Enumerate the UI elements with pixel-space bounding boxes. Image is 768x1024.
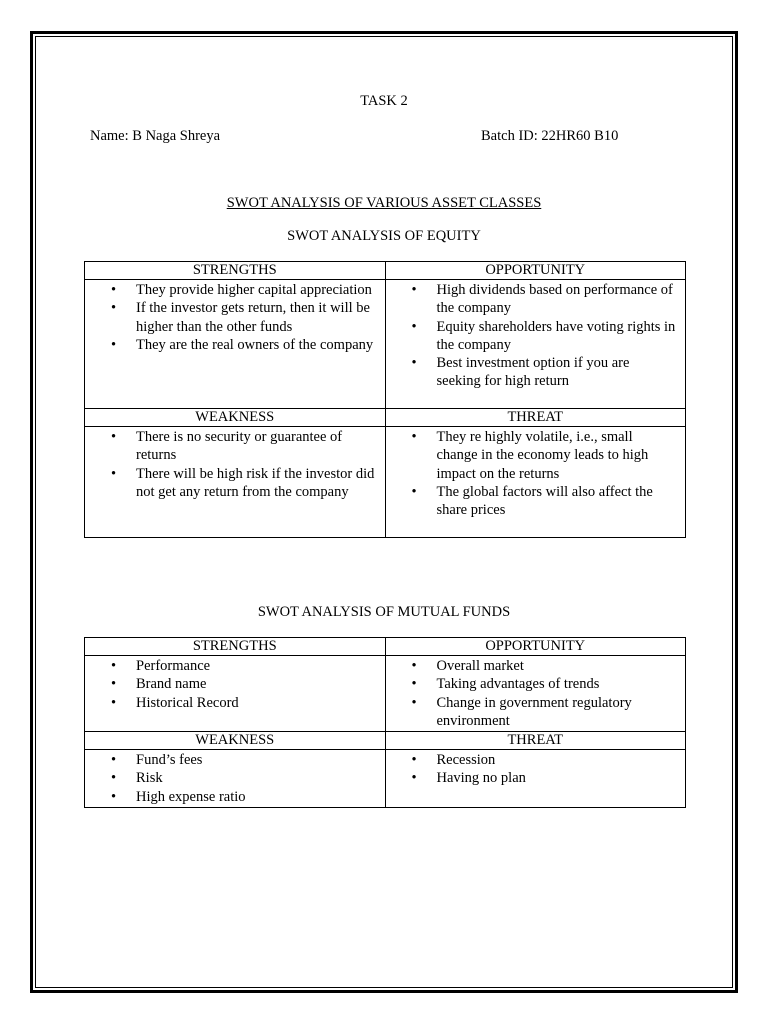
- equity-opportunity-list: [386, 280, 686, 391]
- equity-threat-list: [386, 427, 686, 519]
- equity-strengths-list: [85, 280, 385, 354]
- list-item: • If the investor gets return, then it will be higher than the other funds: [85, 299, 385, 336]
- list-item: • There is no security or guarantee of returns: [85, 428, 385, 465]
- list-item: • Brand name: [85, 675, 385, 693]
- list-item: • High dividends based on performance of the company: [386, 281, 686, 318]
- mf-weakness-list: [85, 750, 385, 806]
- task-heading: TASK 2: [360, 93, 408, 109]
- equity-weakness-header: WEAKNESS: [85, 409, 386, 427]
- equity-title: SWOT ANALYSIS OF EQUITY: [287, 228, 481, 244]
- list-item: • Historical Record: [85, 694, 385, 712]
- list-item: • They re highly volatile, i.e., small change in the economy leads to high impact on the returns: [386, 428, 686, 483]
- equity-strengths-cell: [85, 280, 386, 409]
- list-item: • Recession: [386, 751, 686, 769]
- list-item: • They provide higher capital appreciation: [85, 281, 385, 299]
- mf-strengths-header: STRENGTHS: [85, 638, 386, 656]
- list-item: • They are the real owners of the company: [85, 336, 385, 354]
- list-item: • Performance: [85, 657, 385, 675]
- list-item: • Best investment option if you are seeking for high return: [386, 354, 686, 391]
- equity-strengths-header: STRENGTHS: [85, 262, 386, 280]
- mutual-funds-swot-table: [84, 637, 686, 808]
- list-item: • Risk: [85, 769, 385, 787]
- mf-strengths-cell: [85, 656, 386, 732]
- equity-opportunity-header: OPPORTUNITY: [385, 262, 686, 280]
- mutual-funds-title: SWOT ANALYSIS OF MUTUAL FUNDS: [257, 604, 511, 620]
- list-item: • Equity shareholders have voting rights in the company: [386, 318, 686, 355]
- list-item: • Change in government regulatory environment: [386, 694, 686, 731]
- mf-weakness-cell: [85, 750, 386, 808]
- equity-swot-table: [84, 261, 686, 538]
- mf-threat-list: [386, 750, 686, 788]
- equity-threat-cell: [385, 427, 686, 538]
- equity-weakness-cell: [85, 427, 386, 538]
- list-item: • Taking advantages of trends: [386, 675, 686, 693]
- batch-id: Batch ID: 22HR60 B10: [481, 128, 619, 144]
- list-item: • There will be high risk if the investor did not get any return from the company: [85, 465, 385, 502]
- mf-threat-cell: [385, 750, 686, 808]
- main-title: [0, 195, 768, 212]
- list-item: • The global factors will also affect the share prices: [386, 483, 686, 520]
- main-title-text: SWOT ANALYSIS OF VARIOUS ASSET CLASSES: [226, 195, 542, 211]
- list-item: • Fund’s fees: [85, 751, 385, 769]
- equity-threat-header: THREAT: [385, 409, 686, 427]
- list-item: • High expense ratio: [85, 788, 385, 806]
- mf-opportunity-header: OPPORTUNITY: [385, 638, 686, 656]
- list-item: • Having no plan: [386, 769, 686, 787]
- student-name: Name: B Naga Shreya: [90, 128, 221, 144]
- mf-threat-header: THREAT: [385, 732, 686, 750]
- mf-opportunity-list: [386, 656, 686, 730]
- mf-weakness-header: WEAKNESS: [85, 732, 386, 750]
- mf-opportunity-cell: [385, 656, 686, 732]
- mf-strengths-list: [85, 656, 385, 712]
- equity-weakness-list: [85, 427, 385, 501]
- list-item: • Overall market: [386, 657, 686, 675]
- equity-opportunity-cell: [385, 280, 686, 409]
